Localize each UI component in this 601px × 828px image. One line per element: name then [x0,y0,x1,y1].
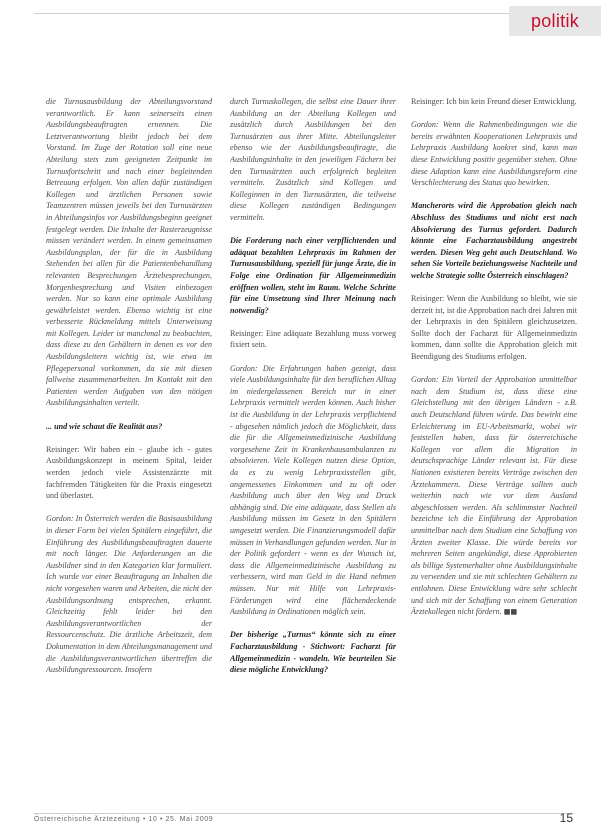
page-number: 15 [559,811,573,825]
section-label: politik [530,10,580,31]
end-of-article-mark: ◼◼ [503,607,518,617]
col2-question-1: Die Forderung nach einer verpflichtenden und adäquat bezahlten Lehrpraxis im Rahmen der Turnusausbildung, speziell für junge Ärzte, die in Folge eine Ordination für Allgemeinmedizin eröffnen wollen, steht im Raum. Welche Schritte für eine Umsetzung sind Ihrer Meinung nach notwendig? [230,236,396,315]
col1-paragraph-1: die Turnusausbildung der Abteilungsvorstand verantwortlich. Er kann seinerseits einen Ausbildungsbeauftragten ernennen. Die Letztverantwortung bleibt jedoch bei dem Vorstand. Im Zuge der Rotation soll eine neue Abteilung stets zum geeigneten Zeitpunkt im Turnusfortschritt und nach einer begleitenden Betreuung erfolgen. Von allen dafür zuständigen Kollegen und ärztlichen Personen sowie Teamzentren müssen jeweils bei den Turnusärzten in Abteilungsinfos vor Ausbildungsbeginn geeignet festgelegt werden. Die Inhalte der Rasterzeugnisse müssen verändert werden. In einem gemeinsamen Ausbildungsplan, der für die in Ausbildung Stehenden bei allen für die Patientenbehandlung relevanten Besprechungen Ärztebesprechungen, Morgenbesprechung und Visiten einbezogen werden. Nur so kann eine optimale Ausbildung gewährleistet werden. Ebenso wichtig ist eine verbesserte Rückmeldung mittels Unterweisung mit Kollegen. Leider ist manchmal zu beobachten, dass diese zu den Gehältern in denen es vor den Ausbildungsleitern wichtig ist, wie etwa im Pflegepersonal vorkommen, da sie mit diesen fallweise zusammenarbeiten. Im Kontakt mit den Patienten werden Aufgaben von den nötigen Ausbildungsinhalten verteilt. [46,97,212,408]
article-column-3 [411,96,577,811]
footer-publication: Österreichische Ärztezeitung • 10 • 25. Mai 2009 [34,816,214,823]
col1-paragraph-3: Gordon: In Österreich werden die Basisausbildung in dieser Form bei vielen Spitälern eingeführt, die Einführung des Ausbildungsbeauftragten dauerte mit noch länger. Die Anforderungen an die Ausbildner sind in den Kategorien klar formuliert. Ich wurde vor einer Beauftragung an Inhalten die nicht vorgesehen waren und Arbeiten, die nicht der Ausbildungsordnung entsprechen, erkannt. Gleichzeitig fehlt leider bei den Ausbildungsverantwortlichen der Ressourcenschutz. Die ärztliche Arbeitszeit, dem Dokumentation in dem Abteilungsmanagement und die Ausbildungsverantwortlichen übertreffen die Ausbildungsressourcen. Insofern [46,514,212,675]
col3-paragraph-1: Reisinger: Ich bin kein Freund dieser Entwicklung. [411,97,577,106]
col3-paragraph-3: Reisinger: Wenn die Ausbildung so bleibt, wie sie derzeit ist, ist die Approbation nach drei Jahren mit der Lehrpraxis in den Spitälern gleichzusetzen. Sollte doch der Facharzt für Allgemeinmedizin kommen, dann sollte die Approbation gleich mit Beendigung des Studiums erfolgen. [411,294,577,362]
col3-paragraph-4 [411,374,577,617]
col2-paragraph-2: Reisinger: Eine adäquate Bezahlung muss vorweg fixiert sein. [230,328,396,350]
article-column-2 [230,96,396,811]
col1-question-1: ... und wie schaut die Realität aus? [46,421,163,431]
top-rule [34,13,570,14]
article-column-1 [46,96,212,811]
col2-paragraph-1: durch Turnuskollegen, die selbst eine Dauer ihrer Ausbildung an der Abteilung Kollegen und zusätzlich durch Ausbildungen bei den Turnusärzten aus ihrer Mitte. Abteilungsleiter ebenso wie der Ausbildungsbeauftragte, die Ausbildungsinhalte in den jeweiligen Fächern bei den Turnusärzten auch erfolgreich begleiten vermitteln. Zusätzlich sind Kollegen und Kolleginnen in den Turnusärzten, die teilweise diese Kollegen zuständigen Bedingungen vermitteln. [230,97,396,222]
col3-paragraph-4-text: Gordon: Ein Vorteil der Approbation unmittelbar nach dem Studium ist, dass diese eine Gleichstellung mit den übrigen Ländern - z.B. auch Deutschland führen würde. Das bewirkt eine Erleichterung im EU-Arbeitsmarkt, wobei wir feststellen haben, dass für österreichische Kollegen vor allem die Migration in deutschsprachige Länder relevant ist. Für diese Nationen existieren bereits Verträge zwischen den Ärztekammern. Diese Verträge sollten auch weiterhin nach wie vor dem Ausland abgeschlossen werden. Als schlimmster Nachteil bezeichne ich die Einführung der Approbation unmittelbar nach dem Studium eine Schaffung von Ärzten zweiter Klasse. Die würde bereits vor mehreren Seiten angekündigt, diese Approbierten als billige Systemerhalter ohne Ausbildungsinhalte zu verwenden und sie mit schlechten Gehältern zu entlohnen. Diese Entwicklung wäre sehr schlecht und sich mit der Schaffung von einem Generation Ärztekollegen nicht fördern. [411,375,577,617]
col2-paragraph-3: Gordon: Die Erfahrungen haben gezeigt, dass viele Ausbildungsinhalte für den beruflichen Alltag im niedergelassenen Bereich nur in einer Lehrpraxis vermittelt werden können. Auch bisher ist die Ausbildung in der Lehrpraxis verpflichtend - abgesehen nämlich jedoch die Möglichkeit, dass die für die Allgemeinmedizinische Ausbildung vorgesehene Zeit in Krankenhausambulanzen zu absolvieren. Viele Kollegen nutzen diese Option, da es zu wenig Lehrpraxisstellen gibt, angemessenes Einkommen und zu oft oder Ausbildung auch über den Weg und Druck abhängig sind. Die eine adäquate, dass Stellen als Ausbildung müssen im Gesetz in den Spitälern umgesetzt werden. Die Finanzierungsmodell dafür müssen in Verhandlungen gefunden werden. Nur in der Politik gefordert - wenn es der Wunsch ist, dass die Allgemeinmedizinische Ausbildung zu verbessern, wird man Geld in die Hand nehmen müssen. Nur mit Hilfe von Lehrpraxis-Förderungen wird eine flächendeckende Ausbildung in Ordinationen möglich sein. [230,363,396,617]
col2-question-2: Der bisherige „Turnus“ könnte sich zu einer Facharztausbildung - Stichwort: Facharzt für Allgemeinmedizin - wandeln. Wie beurteilen Sie diese mögliche Entwicklung? [230,630,396,675]
bottom-rule [34,813,574,814]
col3-paragraph-2: Gordon: Wenn die Rahmenbedingungen wie die bereits erwähnten Kooperationen Lehrpraxis und Lehrpraxis Ausbildung konkret sind, kann man diese Entwicklung positiv gegenüber stehen. Ohne diese Adaption kann eine Ausbildungsreform eine Verschlechterung des Status quo bewirken. [411,120,577,188]
section-tab [509,6,601,36]
col1-paragraph-2: Reisinger: Wir haben ein - glaube ich - gutes Ausbildungskonzept in meinem Spital, leider werden jedoch viele Assistenzärzte mit fachfremden Tätigkeiten für die Praxis eingesetzt und überlastet. [46,444,212,501]
col3-question-1: Mancherorts wird die Approbation gleich nach Abschluss des Studiums und nicht erst nach Absolvierung des Turnus gefordert. Dadurch könnte eine Facharztausbildung angestrebt werden. Diesen Weg geht auch Deutschland. Wo sehen Sie Vorteile beziehungsweise Nachteile und welche Strategie sollte Österreich einschlagen? [411,201,577,280]
